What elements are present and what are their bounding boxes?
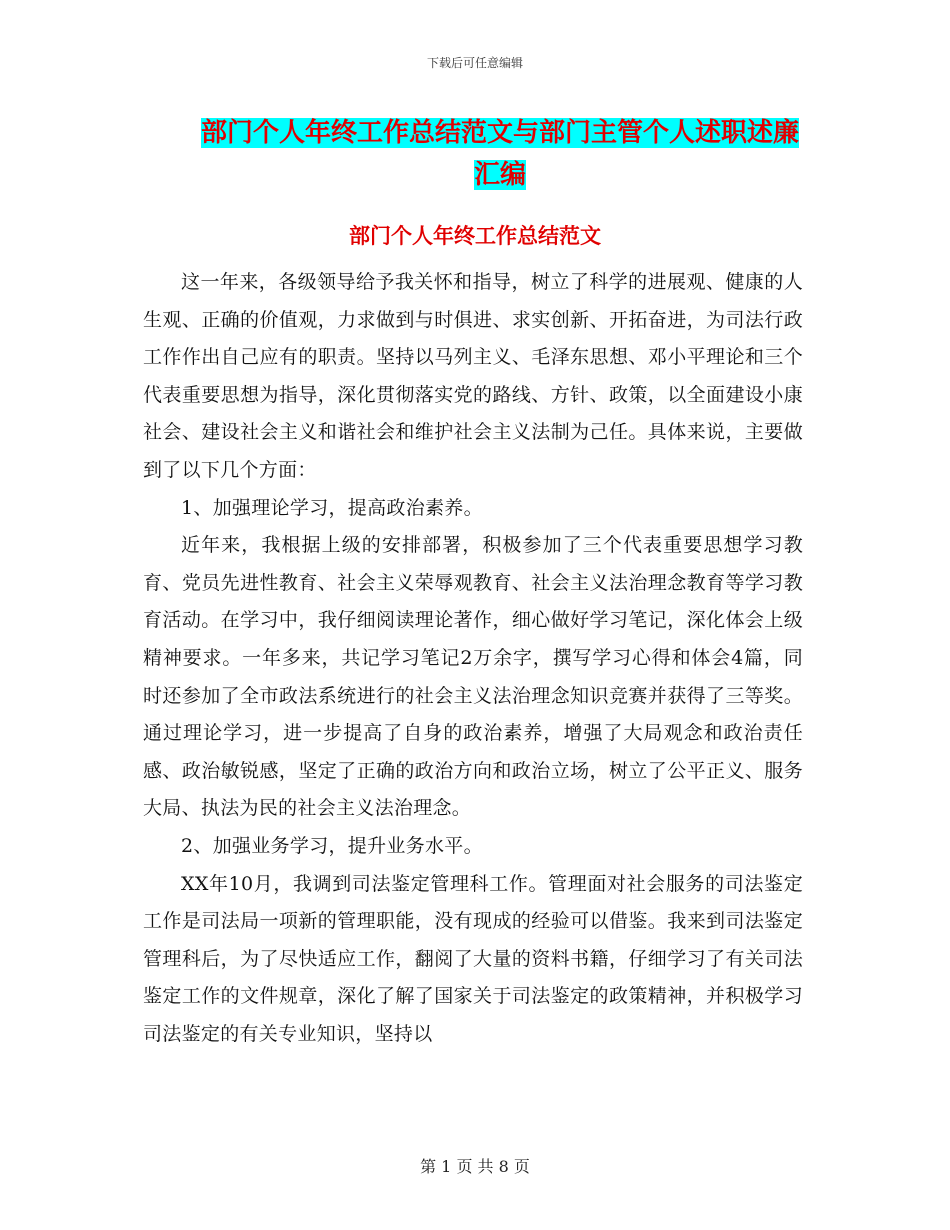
document-title-text: 部门个人年终工作总结范文与部门主管个人述职述廉汇编 [200, 118, 799, 190]
document-title [190, 112, 810, 196]
paragraph: 2、加强业务学习，提升业务水平。 [181, 834, 483, 857]
paragraph: 1、加强理论学习，提高政治素养。 [181, 496, 483, 519]
document-body [143, 264, 803, 1053]
page-header-note: 下载后可任意编辑 [426, 56, 523, 70]
paragraph: XX年10月，我调到司法鉴定管理科工作。管理面对社会服务的司法鉴定工作是司法局一项新的管理职能，没有现成的经验可以借鉴。我来到司法鉴定管理科后，为了尽快适应工作，翻阅了大量的资料书籍，仔细学习了有关司法鉴定工作的文件规章，深化了解了国家关于司法鉴定的政策精神，并积极学习司法鉴定的有关专业知识，坚持以 [143, 872, 803, 1045]
paragraph: 这一年来，各级领导给予我关怀和指导，树立了科学的进展观、健康的人生观、正确的价值观，力求做到与时俱进、求实创新、开拓奋进，为司法行政工作作出自己应有的职责。坚持以马列主义、毛泽东思想、邓小平理论和三个代表重要思想为指导，深化贯彻落实党的路线、方针、政策，以全面建设小康社会、建设社会主义和谐社会和维护社会主义法制为己任。具体来说，主要做到了以下几个方面： [143, 271, 803, 481]
section-title: 部门个人年终工作总结范文 [349, 224, 601, 248]
paragraph: 近年来，我根据上级的安排部署，积极参加了三个代表重要思想学习教育、党员先进性教育、社会主义荣辱观教育、社会主义法治理念教育等学习教育活动。在学习中，我仔细阅读理论著作，细心做好学习笔记，深化体会上级精神要求。一年多来，共记学习笔记2万余字，撰写学习心得和体会4篇，同时还参加了全市政法系统进行的社会主义法治理念知识竞赛并获得了三等奖。通过理论学习，进一步提高了自身的政治素养，增强了大局观念和政治责任感、政治敏锐感，坚定了正确的政治方向和政治立场，树立了公平正义、服务大局、执法为民的社会主义法治理念。 [143, 534, 803, 820]
page-number: 第 1 页 共 8 页 [420, 1157, 530, 1176]
